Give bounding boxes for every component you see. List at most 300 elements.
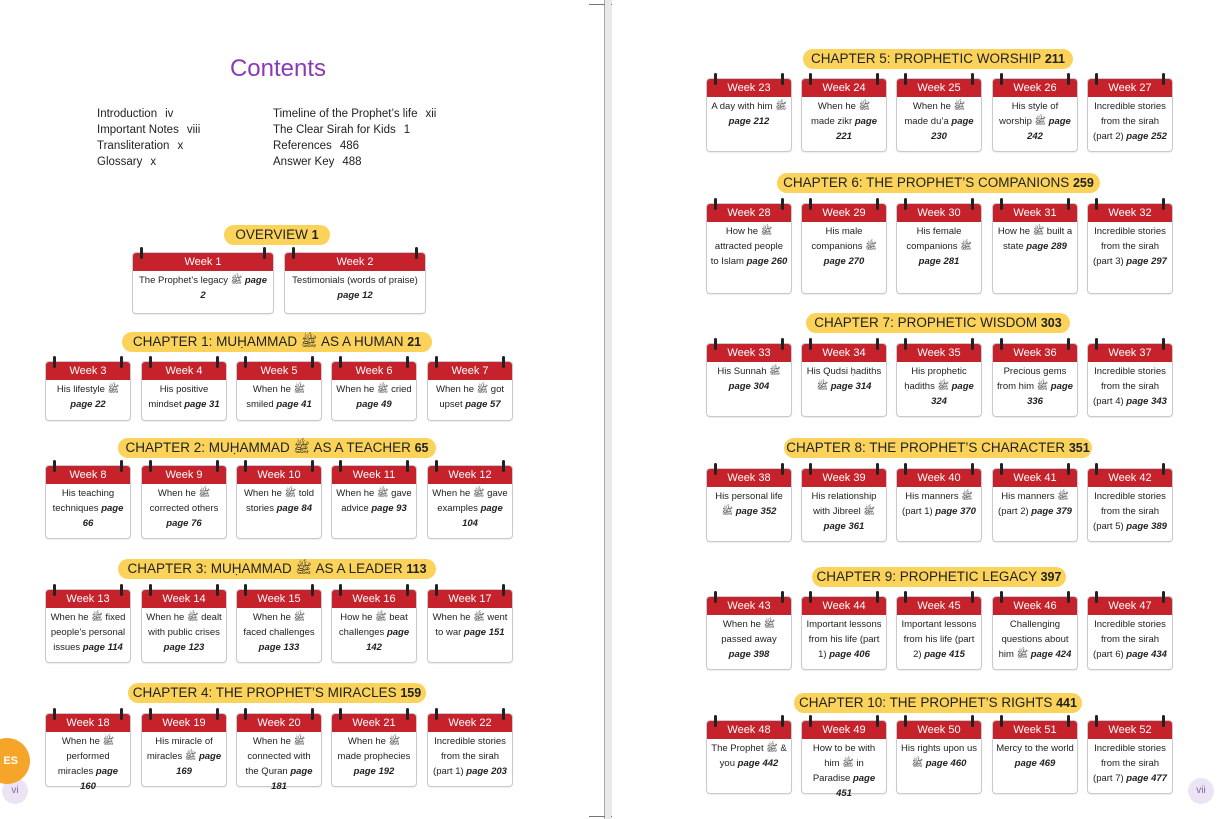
week-topic: Incredible stories from the sirah (part 4) — [1093, 366, 1166, 407]
week-topic: How to be with him ﷺ in Paradise — [812, 743, 876, 784]
week-card[interactable] — [801, 468, 887, 542]
week-card-body — [142, 732, 226, 779]
week-card-header — [897, 344, 981, 362]
week-label: Week 38 — [727, 472, 771, 484]
toc-label: The Clear Sirah for Kids — [273, 124, 396, 136]
calendar-ring-icon — [876, 591, 879, 603]
calendar-ring-icon — [1000, 198, 1003, 210]
calendar-ring-icon — [781, 338, 784, 350]
week-card[interactable] — [1087, 78, 1173, 152]
week-card-body — [993, 487, 1077, 519]
week-card[interactable] — [45, 713, 131, 792]
week-topic: His prophetic ḥadiths ﷺ — [904, 366, 967, 392]
week-card[interactable] — [427, 713, 513, 787]
week-card-body — [1088, 487, 1172, 534]
week-card-header — [897, 469, 981, 487]
week-card-header — [428, 590, 512, 608]
week-card-body — [46, 380, 130, 412]
week-page: page 84 — [276, 503, 312, 514]
calendar-ring-icon — [53, 460, 56, 472]
chapter-title: CHAPTER 7: PROPHETIC WISDOM — [814, 315, 1038, 330]
week-card-body — [802, 739, 886, 801]
week-label: Week 27 — [1108, 82, 1152, 94]
week-card-header — [428, 362, 512, 380]
calendar-ring-icon — [1067, 715, 1070, 727]
week-card[interactable] — [706, 78, 792, 152]
chapter-heading[interactable] — [777, 173, 1100, 193]
calendar-ring-icon — [809, 338, 812, 350]
week-label: Week 17 — [448, 593, 492, 605]
toc-page: viii — [186, 124, 201, 136]
calendar-ring-icon — [140, 247, 143, 259]
toc-entry[interactable] — [273, 154, 436, 170]
week-topic: Important lessons from his life (part 2) — [901, 619, 977, 660]
week-topic: When he ﷺ went to war — [432, 612, 508, 638]
week-card[interactable] — [141, 465, 227, 539]
chapter-page: 21 — [407, 335, 422, 349]
week-card[interactable] — [1087, 203, 1173, 294]
week-page: page 66 — [82, 503, 124, 529]
page-title: Contents — [229, 55, 327, 82]
week-card[interactable] — [236, 713, 322, 792]
week-topic: His Qudsi ḥadiths ﷺ — [806, 366, 882, 392]
calendar-ring-icon — [311, 356, 314, 368]
week-page: page 41 — [276, 399, 312, 410]
chapter-heading[interactable] — [118, 438, 436, 458]
week-card[interactable] — [801, 78, 887, 152]
week-card-body — [142, 484, 226, 531]
week-card-header — [802, 721, 886, 739]
calendar-ring-icon — [415, 247, 418, 259]
week-topic: His male companions ﷺ — [811, 226, 877, 252]
week-card[interactable] — [427, 589, 513, 663]
calendar-ring-icon — [216, 708, 219, 720]
week-card-body — [46, 608, 130, 655]
week-card[interactable] — [992, 78, 1078, 152]
week-card-header — [237, 466, 321, 484]
week-page: page 260 — [746, 256, 788, 267]
calendar-ring-icon — [809, 73, 812, 85]
chapter-page: 397 — [1040, 570, 1062, 584]
week-topic: When he ﷺ connected with the Quran — [245, 736, 311, 777]
week-card-body — [1088, 362, 1172, 409]
week-topic: His style of worship ﷺ — [999, 101, 1059, 127]
week-topic: A day with him ﷺ — [711, 101, 787, 112]
week-card[interactable] — [331, 589, 417, 663]
calendar-ring-icon — [120, 356, 123, 368]
week-card-header — [802, 344, 886, 362]
calendar-ring-icon — [1162, 463, 1165, 475]
calendar-ring-icon — [120, 708, 123, 720]
week-label: Week 35 — [917, 347, 961, 359]
calendar-ring-icon — [149, 460, 152, 472]
week-card[interactable] — [236, 361, 322, 421]
week-card[interactable] — [1087, 720, 1173, 794]
week-card-body — [428, 484, 512, 531]
week-label: Week 12 — [448, 469, 492, 481]
week-card-body — [897, 97, 981, 144]
toc-label: Answer Key — [273, 156, 335, 168]
week-card[interactable] — [992, 343, 1078, 417]
week-page: page 314 — [830, 381, 872, 392]
week-card[interactable] — [801, 596, 887, 670]
week-label: Week 8 — [69, 469, 107, 481]
week-card-header — [133, 253, 273, 271]
week-label: Week 46 — [1013, 600, 1057, 612]
week-card[interactable] — [706, 720, 792, 794]
week-card-body — [428, 380, 512, 412]
week-page: page 379 — [1031, 506, 1072, 517]
calendar-ring-icon — [149, 708, 152, 720]
calendar-ring-icon — [876, 73, 879, 85]
calendar-ring-icon — [1162, 715, 1165, 727]
week-card-body — [993, 222, 1077, 254]
calendar-ring-icon — [809, 591, 812, 603]
chapter-heading[interactable] — [118, 559, 436, 579]
chapter-heading[interactable] — [806, 313, 1070, 333]
week-label: Week 1 — [184, 256, 222, 268]
calendar-ring-icon — [904, 591, 907, 603]
week-topic: The Prophet ﷺ & you — [711, 743, 787, 769]
chapter-heading[interactable] — [122, 332, 432, 352]
chapter-title: CHAPTER 9: PROPHETIC LEGACY — [816, 569, 1037, 584]
week-card[interactable] — [284, 252, 426, 314]
calendar-ring-icon — [904, 73, 907, 85]
week-card-header — [428, 714, 512, 732]
week-card-header — [332, 362, 416, 380]
calendar-ring-icon — [809, 715, 812, 727]
calendar-ring-icon — [1162, 591, 1165, 603]
week-card-header — [142, 590, 226, 608]
week-card-header — [707, 597, 791, 615]
toc-entry[interactable] — [273, 138, 436, 154]
calendar-ring-icon — [1162, 198, 1165, 210]
week-card-body — [897, 739, 981, 771]
chapter-page: 351 — [1068, 441, 1090, 455]
week-page: page 133 — [258, 642, 300, 653]
week-card[interactable] — [236, 589, 322, 663]
week-label: Week 23 — [727, 82, 771, 94]
toc-page: 1 — [403, 124, 411, 136]
week-card-body — [332, 380, 416, 412]
calendar-ring-icon — [311, 584, 314, 596]
week-card-body — [237, 380, 321, 412]
week-label: Week 47 — [1108, 600, 1152, 612]
chapter-title: CHAPTER 2: MUḤAMMAD ﷺ AS A TEACHER — [125, 440, 411, 455]
week-label: Week 31 — [1013, 207, 1057, 219]
toc-entry[interactable] — [273, 122, 436, 138]
week-topic: Testimonials (words of praise) — [292, 275, 418, 286]
calendar-ring-icon — [971, 73, 974, 85]
week-card-header — [46, 362, 130, 380]
week-page: page 252 — [1126, 131, 1167, 142]
calendar-ring-icon — [244, 708, 247, 720]
week-card[interactable] — [427, 465, 513, 539]
calendar-ring-icon — [1000, 73, 1003, 85]
calendar-ring-icon — [714, 463, 717, 475]
week-topic: How he ﷺ attracted people to Islam — [710, 226, 784, 267]
calendar-ring-icon — [781, 198, 784, 210]
week-card-body — [332, 484, 416, 516]
week-card-header — [802, 597, 886, 615]
week-label: Week 9 — [165, 469, 203, 481]
week-card[interactable] — [1087, 596, 1173, 670]
week-topic: When he ﷺ made du’a — [904, 101, 966, 127]
week-card-body — [237, 608, 321, 655]
week-page: page 104 — [462, 503, 503, 529]
toc-page: x — [177, 140, 184, 152]
calendar-ring-icon — [876, 463, 879, 475]
week-card[interactable] — [896, 78, 982, 152]
week-page: page 469 — [1014, 758, 1056, 769]
calendar-ring-icon — [1095, 591, 1098, 603]
week-card-header — [142, 466, 226, 484]
week-card[interactable] — [141, 361, 227, 421]
chapter-page: 1 — [311, 228, 319, 242]
week-topic: When he ﷺ gave advice — [336, 488, 412, 514]
week-topic: When he ﷺ smiled — [246, 384, 306, 410]
week-card[interactable] — [801, 720, 887, 799]
week-card-body — [1088, 222, 1172, 269]
week-page: page 221 — [836, 116, 877, 142]
toc-entry[interactable] — [97, 122, 200, 138]
chapter-heading[interactable] — [794, 693, 1082, 713]
week-card[interactable] — [141, 713, 227, 787]
week-label: Week 6 — [355, 365, 393, 377]
week-card-header — [1088, 469, 1172, 487]
week-label: Week 21 — [352, 717, 396, 729]
calendar-ring-icon — [809, 198, 812, 210]
calendar-ring-icon — [781, 463, 784, 475]
week-topic: His personal life ﷺ — [715, 491, 783, 517]
calendar-ring-icon — [781, 73, 784, 85]
week-card-body — [993, 97, 1077, 144]
week-card[interactable] — [896, 720, 982, 794]
week-card[interactable] — [992, 203, 1078, 294]
week-card[interactable] — [331, 465, 417, 539]
week-card-header — [707, 204, 791, 222]
week-card-body — [993, 615, 1077, 662]
chapter-heading[interactable] — [128, 683, 426, 703]
week-card-body — [142, 380, 226, 412]
week-topic: His manners ﷺ (part 1) — [902, 491, 973, 517]
week-card[interactable] — [141, 589, 227, 663]
chapter-heading[interactable] — [812, 567, 1066, 587]
week-card[interactable] — [1087, 343, 1173, 417]
week-card[interactable] — [706, 596, 792, 670]
calendar-ring-icon — [1067, 463, 1070, 475]
week-page: page 76 — [166, 518, 202, 529]
week-card[interactable] — [801, 203, 887, 294]
week-label: Week 30 — [917, 207, 961, 219]
chapter-title: CHAPTER 6: THE PROPHET’S COMPANIONS — [783, 175, 1070, 190]
week-card[interactable] — [896, 343, 982, 417]
chapter-page: 259 — [1072, 176, 1094, 190]
calendar-ring-icon — [244, 584, 247, 596]
calendar-ring-icon — [339, 584, 342, 596]
chapter-heading[interactable] — [803, 49, 1073, 69]
week-card-header — [802, 79, 886, 97]
toc-label: Transliteration — [97, 140, 170, 152]
toc-entry[interactable] — [97, 106, 200, 122]
week-page: page 361 — [823, 521, 865, 532]
calendar-ring-icon — [1067, 338, 1070, 350]
week-topic: When he ﷺ fixed people’s personal issues — [50, 612, 126, 653]
week-label: Week 32 — [1108, 207, 1152, 219]
week-card[interactable] — [706, 203, 792, 294]
calendar-ring-icon — [263, 247, 266, 259]
calendar-ring-icon — [216, 356, 219, 368]
week-card-body — [707, 362, 791, 394]
week-label: Week 42 — [1108, 472, 1152, 484]
week-label: Week 33 — [727, 347, 771, 359]
week-card[interactable] — [801, 343, 887, 417]
chapter-page: 159 — [400, 686, 422, 700]
week-topic: Important lessons from his life (part 1) — [806, 619, 882, 660]
week-card-header — [897, 721, 981, 739]
week-card-body — [1088, 97, 1172, 144]
week-card[interactable] — [427, 361, 513, 421]
week-page: page 451 — [836, 773, 876, 799]
week-card-body — [133, 271, 273, 303]
page-number: vi — [2, 778, 28, 804]
week-card-body — [897, 222, 981, 269]
toc-page: x — [150, 156, 157, 168]
chapter-title: CHAPTER 8: THE PROPHET’S CHARACTER — [786, 440, 1066, 455]
calendar-ring-icon — [876, 715, 879, 727]
chapter-page: 211 — [1044, 52, 1065, 66]
week-topic: Incredible stories from the sirah (part 7) — [1093, 743, 1166, 784]
week-card-header — [142, 362, 226, 380]
week-card[interactable] — [331, 361, 417, 421]
week-label: Week 28 — [727, 207, 771, 219]
week-card-body — [993, 739, 1077, 771]
week-card[interactable] — [992, 720, 1078, 794]
week-page: page 442 — [737, 758, 779, 769]
week-topic: His lifestyle ﷺ — [56, 384, 120, 395]
week-card[interactable] — [45, 361, 131, 421]
week-card-body — [46, 484, 130, 531]
calendar-ring-icon — [1162, 338, 1165, 350]
calendar-ring-icon — [120, 460, 123, 472]
week-card-body — [707, 615, 791, 662]
week-topic: When he ﷺ performed miracles — [57, 736, 115, 777]
week-card[interactable] — [132, 252, 274, 314]
week-card-body — [237, 484, 321, 516]
calendar-ring-icon — [311, 460, 314, 472]
week-card[interactable] — [1087, 468, 1173, 542]
week-card[interactable] — [992, 596, 1078, 670]
week-label: Week 13 — [66, 593, 110, 605]
calendar-ring-icon — [502, 584, 505, 596]
week-card[interactable] — [331, 713, 417, 787]
chapter-heading[interactable] — [224, 225, 330, 245]
toc-right-column — [273, 106, 436, 170]
week-card-body — [707, 97, 791, 129]
toc-entry[interactable] — [273, 106, 436, 122]
week-label: Week 48 — [727, 724, 771, 736]
calendar-ring-icon — [406, 584, 409, 596]
week-card[interactable] — [992, 468, 1078, 542]
week-label: Week 41 — [1013, 472, 1057, 484]
week-topic: His relationship with Jibreel ﷺ — [811, 491, 877, 517]
calendar-ring-icon — [971, 198, 974, 210]
week-card[interactable] — [236, 465, 322, 539]
toc-label: Glossary — [97, 156, 143, 168]
side-action-button[interactable]: ES — [0, 738, 30, 784]
calendar-ring-icon — [339, 460, 342, 472]
calendar-ring-icon — [435, 356, 438, 368]
calendar-ring-icon — [781, 591, 784, 603]
week-topic: Incredible stories from the sirah (part 6) — [1093, 619, 1166, 660]
week-label: Week 26 — [1013, 82, 1057, 94]
calendar-ring-icon — [1095, 715, 1098, 727]
week-topic: When he ﷺ made zikr — [810, 101, 871, 127]
week-card-body — [802, 362, 886, 394]
week-page: page 434 — [1126, 649, 1167, 660]
week-card[interactable] — [45, 465, 131, 539]
week-card-body — [237, 732, 321, 794]
week-card-body — [332, 608, 416, 655]
toc-left-column — [97, 106, 200, 170]
week-page: page 93 — [371, 503, 407, 514]
calendar-ring-icon — [809, 463, 812, 475]
week-page: page 142 — [366, 627, 410, 653]
week-card-header — [897, 597, 981, 615]
week-topic: Precious gems from him ﷺ — [997, 366, 1067, 392]
week-card-body — [428, 732, 512, 779]
calendar-ring-icon — [53, 584, 56, 596]
week-card[interactable] — [706, 343, 792, 417]
week-label: Week 52 — [1108, 724, 1152, 736]
week-card[interactable] — [706, 468, 792, 542]
week-label: Week 36 — [1013, 347, 1057, 359]
week-card[interactable] — [896, 203, 982, 294]
week-page: page 123 — [163, 642, 205, 653]
week-topic: Mercy to the world — [996, 743, 1074, 754]
week-card-header — [142, 714, 226, 732]
week-card[interactable] — [896, 596, 982, 670]
toc-entry[interactable] — [97, 138, 200, 154]
calendar-ring-icon — [876, 338, 879, 350]
toc-page: xii — [425, 108, 437, 120]
chapter-heading[interactable] — [784, 438, 1092, 458]
calendar-ring-icon — [1000, 338, 1003, 350]
week-card-header — [332, 466, 416, 484]
week-label: Week 39 — [822, 472, 866, 484]
calendar-ring-icon — [216, 584, 219, 596]
calendar-ring-icon — [292, 247, 295, 259]
week-page: page 281 — [918, 256, 960, 267]
week-card[interactable] — [45, 589, 131, 663]
week-card-header — [993, 721, 1077, 739]
week-card-header — [237, 590, 321, 608]
week-card-body — [707, 739, 791, 771]
toc-entry[interactable] — [97, 154, 200, 170]
week-topic: Incredible stories from the sirah (part 1) — [433, 736, 506, 777]
week-card-header — [46, 714, 130, 732]
week-topic: When he ﷺ told stories — [243, 488, 315, 514]
chapter-title: CHAPTER 1: MUḤAMMAD ﷺ AS A HUMAN — [132, 334, 404, 349]
week-label: Week 49 — [822, 724, 866, 736]
toc-page: 486 — [339, 140, 359, 152]
week-page: page 114 — [82, 642, 123, 653]
calendar-ring-icon — [339, 356, 342, 368]
week-topic: How he ﷺ beat challenges — [338, 612, 408, 638]
week-card[interactable] — [896, 468, 982, 542]
week-page: page 22 — [70, 399, 106, 410]
toc-page: 488 — [342, 156, 362, 168]
